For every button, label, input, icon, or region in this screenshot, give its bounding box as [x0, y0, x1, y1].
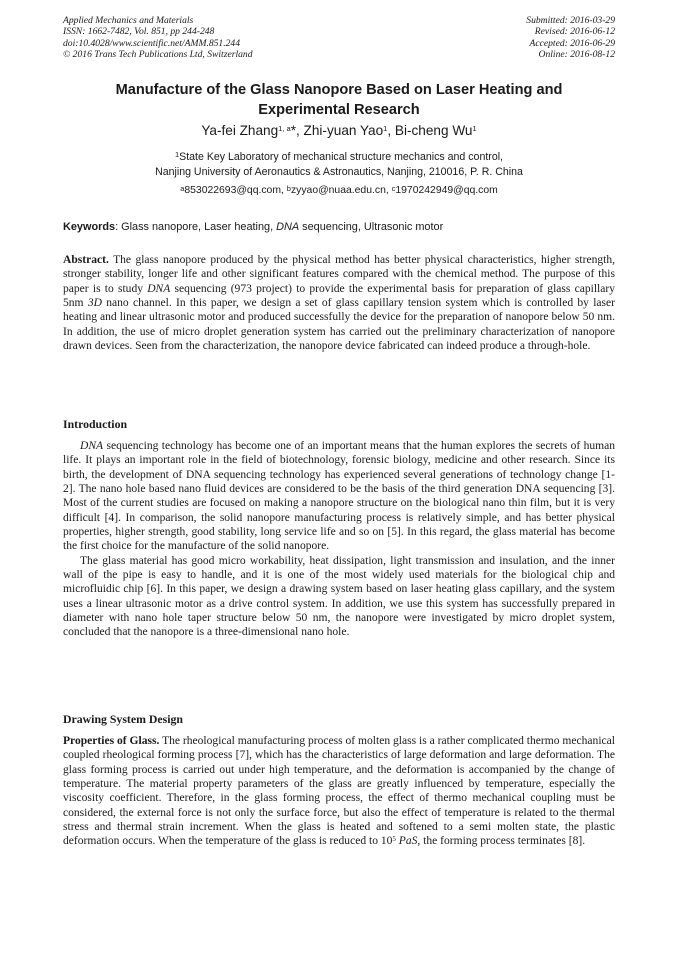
abstract-text: The glass nanopore produced by the physical method has better physical characteristics, higher strength, stronger stability, longer life and other significant features compared with the chemical method. The purpose of this paper is to study — [63, 254, 615, 295]
paragraph-text: sequencing technology has become one of an important means that the human explores the secrets of human life. It plays an important role in the field of biotechnology, forensic biology, medicine and other research. Since its birth, the development of DNA sequencing technology has experienced several generations of technology change [1-2]. The nano hole based nano fluid devices are considered to be the basis of the third generation DNA sequencing [3]. Most of the current studies are focused on making a nanopore structure on the biological nano thin film, but it is very difficult [4]. In comparison, the solid nanopore manufacturing process is relatively simple, and has better physical properties, higher strength, good stability, long service life and so on [5]. In this regard, the glass material has become the first choice for the manufacture of the solid nanopore. — [63, 440, 615, 553]
paragraph-text: , the forming process terminates [8]. — [417, 835, 586, 848]
keywords-label: Keywords — [63, 221, 116, 233]
paragraph — [63, 439, 615, 554]
journal-info — [63, 15, 253, 60]
author-name: Bi-cheng Wu — [394, 123, 473, 138]
author-name: Ya-fei Zhang — [201, 123, 279, 138]
paragraph: The glass material has good micro workability, heat dissipation, light transmission and insulation, and the inner wall of the pipe is easy to handle, and it is one of the most widely used materials for the biological chip and microfluidic chip [6]. In this paper, we design a drawing system based on laser heating glass capillary, and the system uses a linear ultrasonic motor as a drive control system. In addition, we use this system has successfully prepared in diameter with nano hole taper structure below 50 nm, the nanopore were investigated by micro droplet system, concluded that the nanopore is a three-dimensional nano hole. — [63, 554, 615, 639]
formula-exponent: 5 — [392, 835, 396, 844]
abstract-dna: DNA — [147, 282, 171, 295]
journal-name: Applied Mechanics and Materials — [63, 15, 194, 26]
email-link[interactable]: zyyao@nuaa.edu.cn, — [290, 185, 389, 196]
author-affil-mark: 1 — [472, 124, 477, 133]
author-affil-mark: 1 — [383, 124, 388, 133]
email-mark: c — [391, 184, 396, 193]
intro-dna: DNA — [80, 440, 104, 452]
journal-copyright: © 2016 Trans Tech Publications Ltd, Switzerland — [63, 48, 253, 60]
email-link[interactable]: 853022693@qq.com, — [184, 185, 284, 196]
formula-unit: PaS — [398, 835, 418, 848]
keywords — [63, 220, 615, 234]
journal-doi: doi:10.4028/www.scientific.net/AMM.851.244 — [63, 37, 241, 49]
email-mark: b — [286, 184, 291, 193]
abstract-text: nano channel. In this paper, we design a set of glass capillary tension system which is controlled by laser heating and linear ultrasonic motor and produced successfully the device for the preparation of nanopore below 50 nm. In addition, the use of micro droplet generation system has carried out the preliminary characterization of nanopore drawn devices. Seen from the characterization, the nanopore device fabricated can indeed produce a through-hole. — [63, 297, 615, 353]
section-heading-introduction: Introduction — [63, 417, 128, 431]
author-emails — [63, 184, 615, 198]
journal-issn: ISSN: 1662-7482, Vol. 851, pp 244-248 — [63, 26, 215, 38]
subsection-label: Properties of Glass. — [63, 735, 160, 747]
email-link[interactable]: 1970242949@qq.com — [395, 185, 498, 196]
formula-base: 10 — [380, 835, 393, 848]
paragraph-text: The rheological manufacturing process of molten glass is a rather complicated thermo mechanical coupled rheological forming process [7], which has the characteristics of large deformation and large deformation. The glass forming process is carried out under high temperature, and the deformation is accompanied by the change of temperature. The material property parameters of the glass are greatly influenced by temperature, especially the viscosity coefficient. Therefore, in the glass forming process, the effect of thermo mechanical coupling must be considered, the external force is not only the surface force, but also the effect of temperature is related to the thermal stress and thermal strain increment. When the glass is heated and softened to a semi molten state, the plastic deformation occurs. When the temperature of the glass is reduced to — [63, 735, 615, 848]
publication-dates — [526, 15, 615, 60]
date-accepted: Accepted: 2016-06-29 — [529, 37, 615, 49]
affil-mark: 1 — [174, 150, 180, 159]
corresponding-mark: *, — [290, 123, 300, 138]
abstract-label: Abstract. — [63, 254, 109, 266]
abstract-3d: 3D — [87, 297, 102, 310]
title-line-2: Experimental Research — [258, 101, 420, 118]
author-list — [63, 122, 615, 140]
abstract-text: sequencing (973 project) to provide the experimental basis for preparation of glass capillary 5nm — [63, 282, 615, 310]
keyword-dna: DNA — [276, 221, 300, 233]
abstract — [63, 253, 615, 353]
affiliation — [63, 150, 615, 179]
affil-line-2: Nanjing University of Aeronautics & Astronautics, Nanjing, 210016, P. R. China — [155, 165, 523, 178]
affil-line-1: State Key Laboratory of mechanical structure mechanics and control, — [179, 151, 504, 163]
keywords-text: sequencing, Ultrasonic motor — [302, 221, 444, 233]
date-submitted: Submitted: 2016-03-29 — [526, 15, 615, 26]
introduction-body — [63, 439, 615, 640]
title-line-1: Manufacture of the Glass Nanopore Based on Laser Heating and — [115, 82, 563, 98]
keywords-text: Glass nanopore, Laser heating, — [121, 221, 274, 233]
date-revised: Revised: 2016-06-12 — [534, 26, 615, 38]
email-mark: a — [180, 184, 185, 193]
author-name: Zhi-yuan Yao — [303, 123, 384, 138]
author-affil-mark: 1, a — [278, 124, 291, 133]
keywords-separator: : — [115, 221, 119, 233]
paper-title — [63, 81, 615, 120]
properties-of-glass — [63, 734, 615, 849]
author-separator: , — [387, 123, 392, 138]
section-heading-drawing-system: Drawing System Design — [63, 712, 183, 726]
date-online: Online: 2016-08-12 — [538, 48, 615, 60]
